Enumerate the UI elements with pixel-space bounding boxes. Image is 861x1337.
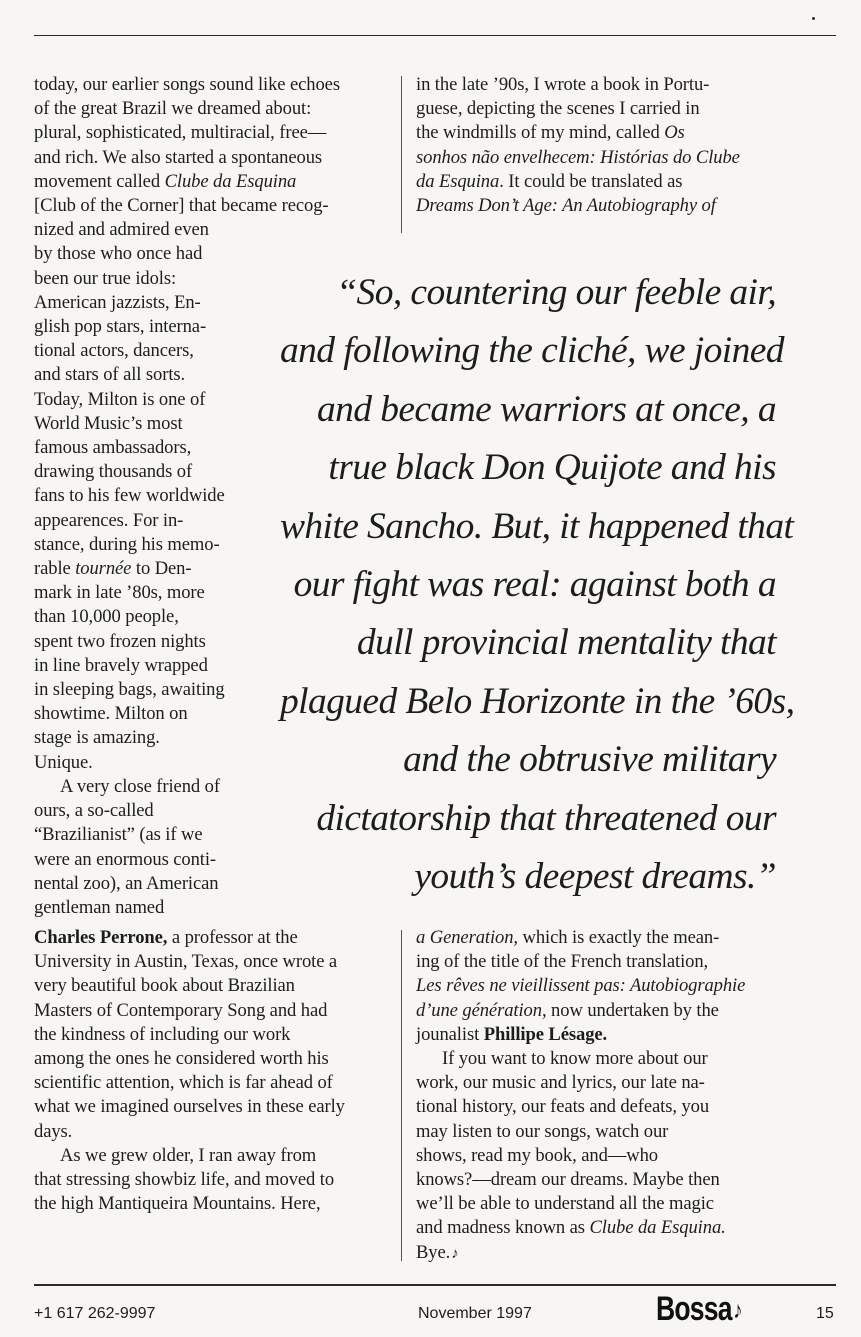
text-line: in line bravely wrapped [34, 654, 208, 676]
text-line: Masters of Contemporary Song and had [34, 999, 328, 1021]
text-line: jounalist Phillipe Lésage. [416, 1023, 608, 1045]
text-line: spent two frozen nights [34, 630, 206, 652]
text-line: than 10,000 people, [34, 606, 179, 628]
text-line: Bye.♪ [416, 1241, 459, 1263]
text-line: fans to his few worldwide [34, 485, 225, 507]
text-line: the kindness of including our work [34, 1023, 291, 1045]
text-line: very beautiful book about Brazilian [34, 975, 295, 997]
text-line: the windmills of my mind, called Os [416, 122, 685, 144]
pull-quote-line: our fight was real: against both a [293, 564, 776, 606]
italic-word: tournée [75, 558, 132, 580]
text-line: guese, depicting the scenes I carried in [416, 98, 700, 120]
text-line: University in Austin, Texas, once wrote a [34, 951, 338, 973]
text-line: knows?—dream our dreams. Maybe then [416, 1169, 720, 1191]
text-line: days. [34, 1120, 73, 1142]
text-line: among the ones he considered worth his [34, 1048, 329, 1070]
footer-date: November 1997 [418, 1305, 532, 1322]
music-note-icon: ♪ [733, 1297, 742, 1325]
text-line: Charles Perrone, a professor at the [34, 927, 298, 948]
text-line: famous ambassadors, [34, 437, 192, 459]
text-line: drawing thousands of [34, 461, 193, 483]
text-line: the high Mantiqueira Mountains. Here, [34, 1193, 321, 1215]
text-line: Unique. [34, 751, 93, 773]
text-line: ours, a so-called [34, 800, 154, 822]
text-line: were an enormous conti- [34, 848, 217, 870]
column-divider-top [401, 76, 402, 233]
pull-quote-line: and the obtrusive military [403, 739, 776, 781]
text-line: that stressing showbiz life, and moved to [34, 1169, 335, 1191]
text-line: gentleman named [34, 896, 165, 918]
italic-title: Clube da Esquina [164, 170, 297, 192]
top-rule [34, 35, 836, 36]
text-line: stance, during his memo- [34, 533, 220, 555]
text-line: As we grew older, I ran away from [60, 1144, 317, 1166]
text-line: and madness known as Clube da Esquina. [416, 1217, 726, 1239]
left-column-bottom [34, 926, 345, 1216]
pull-quote-line: “So, countering our feeble air, [336, 272, 776, 313]
name-bold: Phillipe Lésage. [483, 1023, 608, 1045]
text-line: Dreams Don’t Age: An Autobiography of [416, 195, 716, 217]
pull-quote-line: dictatorship that threatened our [316, 797, 776, 839]
text-line: tional history, our feats and defeats, you [416, 1096, 710, 1118]
pull-quote-line: and became warriors at once, a [316, 388, 776, 430]
text-line: glish pop stars, interna- [34, 316, 207, 338]
text-line: stage is amazing. [34, 727, 160, 749]
text-line: If you want to know more about our [442, 1048, 708, 1070]
text-line: and rich. We also started a spontaneous [34, 146, 323, 168]
name-bold: Charles Perrone, [34, 927, 168, 948]
text-line: [Club of the Corner] that became recog- [34, 195, 329, 217]
right-column-bottom [416, 926, 745, 1266]
text-line: may listen to our songs, watch our [416, 1120, 669, 1142]
text-line: showtime. Milton on [34, 703, 188, 725]
text-line: work, our music and lyrics, our late na- [416, 1072, 705, 1094]
text-line: in the late ’90s, I wrote a book in Portu- [416, 74, 710, 95]
pull-quote-line: dull provincial mentality that [356, 622, 776, 664]
pull-quote-line: plagued Belo Horizonte in the ’60s, [280, 680, 795, 722]
pull-quote [280, 264, 795, 906]
right-column-top [416, 73, 740, 218]
text-line: da Esquina. It could be translated as [416, 170, 683, 192]
text-line: rable tournée to Den- [34, 558, 192, 580]
text-line: World Music’s most [34, 412, 183, 434]
text-line: been our true idols: [34, 267, 177, 289]
pull-quote-line: white Sancho. But, it happened that [280, 505, 794, 547]
text-line: scientific attention, which is far ahead of [34, 1072, 333, 1094]
footer-phone: +1 617 262-9997 [34, 1305, 156, 1322]
text-line: what we imagined ourselves in these early [34, 1096, 345, 1118]
text-line: A very close friend of [60, 775, 220, 797]
text-line: d’une génération, now undertaken by the [416, 999, 719, 1021]
bossa-logo [656, 1290, 742, 1329]
pull-quote-line: true black Don Quijote and his [328, 447, 776, 489]
text-line: appearences. For in- [34, 509, 184, 531]
text-line: and stars of all sorts. [34, 364, 186, 386]
text-line: nental zoo), an American [34, 872, 219, 894]
text-line: plural, sophisticated, multiracial, free— [34, 122, 327, 144]
page-number: 15 [816, 1305, 834, 1322]
text-line: of the great Brazil we dreamed about: [34, 98, 312, 120]
text-line: in sleeping bags, awaiting [34, 679, 225, 701]
page-speck [812, 17, 815, 20]
text-line: by those who once had [34, 243, 203, 265]
text-line: mark in late ’80s, more [34, 582, 205, 604]
text-line: a Generation, which is exactly the mean- [416, 927, 720, 948]
logo-text: Bossa [656, 1290, 732, 1328]
text-line: ing of the title of the French translation, [416, 951, 709, 973]
text-line: “Brazilianist” (as if we [34, 824, 203, 846]
text-line: movement called Clube da Esquina [34, 170, 297, 192]
text-line: today, our earlier songs sound like echoes [34, 74, 340, 95]
text-line: tional actors, dancers, [34, 340, 194, 362]
text-line: shows, read my book, and—who [416, 1144, 658, 1166]
pull-quote-line: and following the cliché, we joined [280, 330, 784, 372]
text-line: we’ll be able to understand all the magic [416, 1193, 714, 1215]
text-line: American jazzists, En- [34, 291, 201, 313]
text-line: Les rêves ne vieillissent pas: Autobiographie [416, 975, 746, 997]
pull-quote-line: youth’s deepest dreams.” [414, 856, 776, 898]
column-divider-bottom [401, 930, 402, 1261]
text-line: sonhos não envelhecem: Histórias do Clube [416, 146, 740, 168]
text-line: Today, Milton is one of [34, 388, 206, 410]
music-note-icon: ♪ [451, 1245, 459, 1262]
text-line: nized and admired even [34, 219, 209, 241]
bottom-rule [34, 1284, 836, 1286]
